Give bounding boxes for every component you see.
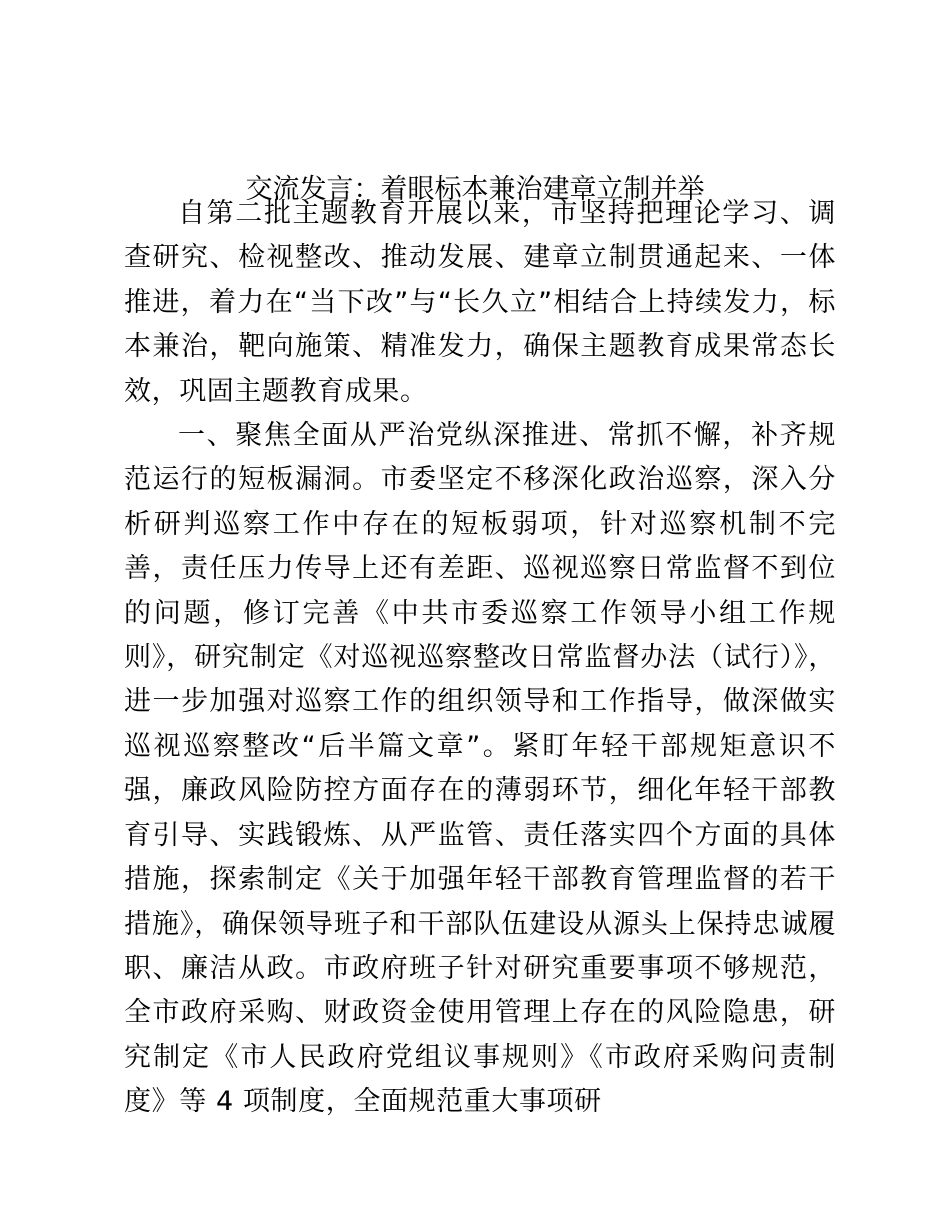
intro-paragraph: 自第二批主题教育开展以来，市坚持把理论学习、调查研究、检视整改、推动发展、建章立制贯通起来、一体推进，着力在“当下改”与“长久立”相结合上持续发力，标本兼治，靶向施策、精准发力，确保主题教育成果常态长效，巩固主题教育成果。 — [124, 198, 836, 407]
section-one-paragraph: 一、聚焦全面从严治党纵深推进、常抓不懈，补齐规范运行的短板漏洞。市委坚定不移深化政治巡察，深入分析研判巡察工作中存在的短板弱项，针对巡察机制不完善，责任压力传导上还有差距、巡视巡察日常监督不到位的问题，修订完善《中共市委巡察工作领导小组工作规则》，研究制定《对巡视巡察整改日常监督办法（试行）》，进一步加强对巡察工作的组织领导和工作指导，做深做实巡视巡察整改“后半篇文章”。紧盯年轻干部规矩意识不强，廉政风险防控方面存在的薄弱环节，细化年轻干部教育引导、实践锻炼、从严监管、责任落实四个方面的具体措施，探索制定《关于加强年轻干部教育管理监督的若干措施》，确保领导班子和干部队伍建设从源头上保持忠诚履职、廉洁从政。市政府班子针对研究重要事项不够规范，全市政府采购、财政资金使用管理上存在的风险隐患，研究制定《市人民政府党组议事规则》《市政府采购问责制度》等 4 项制度，全面规范重大事项研 — [124, 420, 836, 1118]
document-body — [124, 192, 836, 1125]
document-title: 交流发言：着眼标本兼治建章立制并举 — [245, 174, 705, 205]
